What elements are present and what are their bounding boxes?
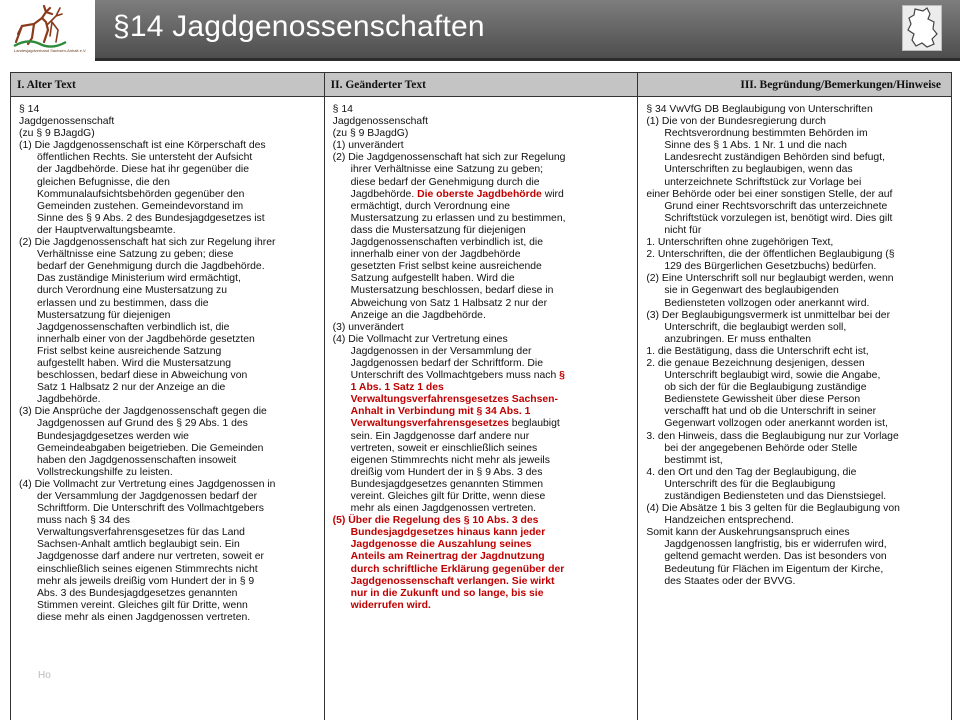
text-line	[333, 273, 632, 285]
text-line	[19, 140, 318, 152]
text-run: Jagdgenossen auf Grund des § 29 Abs. 1 des	[37, 418, 248, 430]
text-run: aufgestellt haben. Wird die Mustersatzung	[37, 357, 232, 369]
text-line	[333, 164, 632, 176]
text-run: (2) Die Jagdgenossenschaft hat sich zur Regelung ihrer	[19, 237, 276, 249]
text-run: Jagdgenossen langfristig, bis er widerrufen wird,	[664, 539, 887, 551]
text-line	[646, 104, 945, 116]
text-line	[646, 370, 945, 382]
text-line	[333, 443, 632, 455]
text-run: ob sich der für die Beglaubigung zuständige	[664, 382, 867, 394]
text-line	[19, 455, 318, 467]
text-line	[333, 201, 632, 213]
text-run: dass die Mustersatzung für diejenigen	[350, 224, 526, 236]
text-line	[333, 394, 632, 406]
text-run: Abs. 3 des Bundesjagdgesetzes genannten	[37, 587, 238, 599]
text-line	[19, 406, 318, 418]
text-line	[333, 551, 632, 563]
text-line	[646, 249, 945, 261]
text-run: Gegenwart vollzogen oder anerkannt worden ist,	[664, 418, 888, 430]
text-run: Das zuständige Ministerium wird ermächtigt,	[37, 273, 241, 285]
text-line	[333, 249, 632, 261]
text-line	[19, 576, 318, 588]
text-run: Landesrecht zuständigen Behörden sind befugt,	[664, 152, 885, 164]
text-line	[19, 479, 318, 491]
text-line	[333, 310, 632, 322]
text-run: Bedeutung für Flächen im Eigentum der Kirche,	[664, 563, 884, 575]
text-run: beschlossen, bedarf diese in Abweichung von	[37, 370, 248, 382]
text-line	[19, 382, 318, 394]
text-run: 1. die Bestätigung, dass die Unterschrift echt ist,	[646, 345, 869, 357]
text-run: haben den Jagdgenossenschaften insoweit	[37, 454, 237, 466]
text-run: Bundesjagdgesetzes werden wie	[37, 430, 189, 442]
text-run: Jagdgenossen bedarf der Schriftform. Die	[350, 357, 543, 369]
text-run: diese bedarf der Genehmigung durch die	[350, 176, 540, 188]
column-header-changed-text: II. Geänderter Text	[324, 73, 638, 97]
text-run: bedarf der Genehmigung durch die Jagdbehörde.	[37, 261, 265, 273]
text-run: Somit kann der Auskehrungsanspruch eines	[646, 527, 850, 539]
text-line	[19, 104, 318, 116]
text-line	[19, 551, 318, 563]
title-bar	[95, 0, 960, 58]
text-run: Unterschriften zu beglaubigen, wenn das	[664, 164, 853, 176]
text-line	[333, 382, 632, 394]
old-text-block	[19, 104, 318, 624]
text-run: einschließlich seines eigenen Stimmrechts nicht	[37, 563, 258, 575]
text-line	[19, 612, 318, 624]
text-run: bestimmt ist,	[664, 454, 723, 466]
highlighted-change: widerrufen wird.	[350, 599, 431, 611]
table-header-row	[11, 73, 952, 97]
changed-text-cell	[324, 97, 638, 720]
highlighted-change: §	[559, 370, 565, 382]
text-run: Unterschrift des für die Beglaubigung	[664, 478, 836, 490]
text-line	[646, 201, 945, 213]
text-run: Jagdgenossen in der Versammlung der	[350, 345, 532, 357]
text-line	[646, 551, 945, 563]
table-row	[11, 97, 952, 720]
text-line	[646, 406, 945, 418]
text-line	[19, 467, 318, 479]
text-line	[19, 285, 318, 297]
text-line	[333, 431, 632, 443]
text-line	[19, 225, 318, 237]
text-line	[333, 140, 632, 152]
text-run: geltend gemacht werden. Das ist besonders von	[664, 551, 887, 563]
text-run: Verhältnisse eine Satzung zu geben; diese	[37, 249, 234, 261]
text-line	[19, 213, 318, 225]
text-run: 129 des Bürgerlichen Gesetzbuchs) bedürfen.	[664, 261, 877, 273]
slide-header	[0, 0, 960, 62]
text-line	[646, 177, 945, 189]
text-line	[333, 189, 632, 201]
text-line	[646, 310, 945, 322]
text-line	[19, 588, 318, 600]
text-line	[646, 455, 945, 467]
text-run: ihrer Verhältnisse eine Satzung zu geben;	[350, 164, 544, 176]
text-run: Schriftstück vorzulegen ist, benötigt wird. Dies gilt	[664, 212, 893, 224]
text-line	[646, 128, 945, 140]
text-run: nicht für	[664, 224, 702, 236]
comparison-table	[10, 72, 952, 720]
text-run: sie in Gegenwart des beglaubigenden	[664, 285, 839, 297]
column-header-old-text: I. Alter Text	[11, 73, 325, 97]
text-line	[646, 225, 945, 237]
text-run: § 14	[19, 104, 40, 115]
text-run: (3) unverändert	[332, 321, 404, 333]
text-line	[646, 479, 945, 491]
text-run: Jagdbehörde.	[37, 394, 101, 406]
text-line	[333, 600, 632, 612]
text-line	[333, 177, 632, 189]
text-line	[333, 539, 632, 551]
text-run: Bediensteten vollzogen oder anerkannt wird.	[664, 297, 870, 309]
text-line	[333, 527, 632, 539]
text-run: (4) Die Vollmacht zur Vertretung eines Jagdgenossen in	[19, 478, 276, 490]
text-run: mehr als einen Jagdgenossen vertreten.	[350, 503, 537, 515]
highlighted-change: Verwaltungsverfahrensgesetzes	[350, 418, 509, 430]
text-line	[333, 515, 632, 527]
text-run: Handzeichen entsprechend.	[664, 515, 794, 527]
highlighted-change: Jagdgenossenschaft verlangen. Sie wirkt	[350, 575, 555, 587]
text-line	[646, 189, 945, 201]
text-line	[646, 358, 945, 370]
text-run: Schriftform. Die Unterschrift des Vollmachtgebers	[37, 503, 264, 515]
text-line	[333, 418, 632, 430]
text-line	[646, 431, 945, 443]
text-run: Unterschrift des Vollmachtgebers muss nach	[350, 370, 560, 382]
text-line	[19, 370, 318, 382]
text-line	[333, 104, 632, 116]
text-run: muss nach § 34 des	[37, 515, 130, 527]
text-line	[333, 322, 632, 334]
text-line	[333, 491, 632, 503]
text-line	[646, 298, 945, 310]
text-line	[333, 261, 632, 273]
text-run: Stimmen vereint. Gleiches gilt für Dritte, wenn	[37, 599, 248, 611]
text-run: eigenen Stimmrechts nicht mehr als jeweils	[350, 454, 550, 466]
text-line	[646, 443, 945, 455]
text-line	[19, 164, 318, 176]
logo-caption: Landesjagdverband Sachsen-Anhalt e.V.	[14, 48, 87, 53]
text-line	[333, 479, 632, 491]
highlighted-change: Jagdgenosse die Auszahlung seines	[350, 539, 532, 551]
text-run: innerhalb einer von der Jagdbehörde	[350, 249, 521, 261]
text-run: (2) Eine Unterschrift soll nur beglaubigt werden, wenn	[646, 273, 894, 285]
text-run: Mustersatzung zu erlassen und zu bestimmen,	[350, 212, 566, 224]
highlighted-change: (5) Über die Regelung des § 10 Abs. 3 des	[332, 515, 539, 527]
text-run: erlassen und zu bestimmen, dass die	[37, 297, 209, 309]
column-header-remarks: III. Begründung/Bemerkungen/Hinweise	[638, 73, 952, 97]
text-run: Jagdgenossenschaft	[332, 116, 428, 128]
text-run: (zu § 9 BJagdG)	[332, 128, 409, 140]
text-line	[19, 128, 318, 140]
text-run: Verwaltungsverfahrensgesetzes für das Land	[37, 527, 245, 539]
text-run: Grund einer Rechtsvorschrift das unterzeichnete	[664, 200, 888, 212]
text-run: 2. Unterschriften, die der öffentlichen Beglaubigung (§	[646, 249, 895, 261]
text-run: der Versammlung der Jagdgenossen bedarf der	[37, 491, 258, 502]
text-line	[19, 237, 318, 249]
text-run: bei der angegebenen Behörde oder Stelle	[664, 442, 858, 454]
text-run: Bundesjagdgesetzes genannten Stimmen	[350, 478, 544, 490]
text-run: § 34 VwVfG DB Beglaubigung von Unterschriften	[646, 104, 873, 115]
text-run: verschafft hat und ob die Unterschrift in seiner	[664, 406, 877, 418]
text-run: (3) Der Beglaubigungsvermerk ist unmittelbar bei der	[646, 309, 891, 321]
text-run: Satzung aufgestellt haben. Wird die	[350, 273, 515, 285]
text-line	[333, 358, 632, 370]
watermark-text: Ho	[38, 670, 51, 681]
text-line	[19, 527, 318, 539]
text-run: zuständigen Bediensteten und das Dienstsiegel.	[664, 491, 887, 502]
text-run: des Staates oder der BVVG.	[664, 575, 796, 587]
text-run: Mustersatzung beschlossen, bedarf diese in	[350, 285, 554, 297]
sachsen-anhalt-map-icon	[902, 5, 942, 51]
text-line	[646, 515, 945, 527]
text-line	[646, 116, 945, 128]
text-line	[646, 164, 945, 176]
text-run: Bedienstete Gewissheit über diese Person	[664, 394, 861, 406]
text-line	[333, 128, 632, 140]
text-line	[333, 225, 632, 237]
text-run: Unterschrift beglaubigt wird, sowie die Angabe,	[664, 370, 881, 382]
text-line	[333, 152, 632, 164]
text-run: Jagdgenossenschaften verbindlich ist, die	[350, 237, 544, 249]
text-line	[19, 564, 318, 576]
text-line	[333, 213, 632, 225]
text-run: Anzeige an die Jagdbehörde.	[350, 309, 486, 321]
text-run: dreißig vom Hundert der in § 9 Abs. 3 des	[350, 466, 543, 478]
text-line	[19, 346, 318, 358]
highlighted-change: durch schriftliche Erklärung gegenüber der	[350, 563, 565, 575]
text-line	[333, 370, 632, 382]
old-text-cell	[11, 97, 325, 720]
highlighted-change: nur in die Zukunft und so lange, bis sie	[350, 587, 544, 599]
highlighted-change: Bundesjagdgesetzes hinaus kann jeder	[350, 527, 546, 539]
text-run: durch Verordnung eine Mustersatzung zu	[37, 285, 228, 297]
text-run: (1) Die von der Bundesregierung durch	[646, 116, 826, 128]
text-run: mehr als jeweils dreißig vom Hundert der in § 9	[37, 575, 255, 587]
text-line	[646, 140, 945, 152]
text-run: 1. Unterschriften ohne zugehörigen Text,	[646, 237, 834, 249]
text-run: anzubringen. Er muss enthalten	[664, 333, 812, 345]
text-run: Sinne des § 1 Abs. 1 Nr. 1 und die nach	[664, 140, 847, 152]
text-run: der Jagdbehörde. Diese hat ihr gegenüber die	[37, 164, 250, 176]
text-line	[333, 467, 632, 479]
text-run: Mustersatzung für diejenigen	[37, 309, 171, 321]
highlighted-change: 1 Abs. 1 Satz 1 des	[350, 382, 444, 394]
text-run: Abweichung von Satz 1 Halbsatz 2 nur der	[350, 297, 548, 309]
text-line	[333, 564, 632, 576]
highlighted-change: Verwaltungsverfahrensgesetzes Sachsen-	[350, 394, 558, 406]
text-line	[646, 346, 945, 358]
text-run: § 14	[332, 104, 353, 115]
text-line	[646, 213, 945, 225]
text-run: Sachsen-Anhalt amtlich beglaubigt sein. Ein	[37, 539, 240, 551]
text-line	[646, 539, 945, 551]
text-line	[333, 346, 632, 358]
text-line	[646, 334, 945, 346]
text-run: Gemeinden zustehen. Gemeindevorstand im	[37, 200, 244, 212]
text-run: wird	[541, 188, 564, 200]
text-line	[646, 564, 945, 576]
text-run: unterzeichnete Schriftstück zur Vorlage bei	[664, 176, 862, 188]
text-run: vertreten, soweit er einschließlich seines	[350, 442, 538, 454]
text-line	[19, 298, 318, 310]
text-line	[19, 177, 318, 189]
text-run: 4. den Ort und den Tag der Beglaubigung, die	[646, 466, 857, 478]
highlighted-change: Die oberste Jagdbehörde	[417, 188, 542, 200]
text-run: (zu § 9 BJagdG)	[19, 128, 95, 140]
text-run: innerhalb einer von der Jagdbehörde gesetzten	[37, 333, 255, 345]
text-line	[646, 273, 945, 285]
text-line	[646, 576, 945, 588]
text-line	[333, 298, 632, 310]
text-line	[19, 600, 318, 612]
text-run: einer Behörde oder bei einer sonstigen Stelle, der auf	[646, 188, 893, 200]
text-line	[19, 334, 318, 346]
text-run: Jagdgenossenschaft	[19, 116, 115, 128]
text-run: (3) Die Ansprüche der Jagdgenossenschaft gegen die	[19, 406, 267, 418]
text-line	[646, 261, 945, 273]
text-run: Frist selbst keine ausreichende Satzung	[37, 345, 222, 357]
text-line	[646, 418, 945, 430]
text-line	[646, 382, 945, 394]
text-line	[646, 285, 945, 297]
text-run: Unterschrift, die beglaubigt werden soll,	[664, 321, 847, 333]
text-line	[333, 334, 632, 346]
text-run: der Hauptverwaltungsbeamte.	[37, 224, 176, 236]
text-line	[19, 261, 318, 273]
text-run: Kommunalaufsichtsbehörden gegenüber den	[37, 188, 245, 200]
text-run: sein. Ein Jagdgenosse darf andere nur	[350, 430, 530, 442]
text-line	[19, 249, 318, 261]
text-line	[646, 322, 945, 334]
text-line	[646, 467, 945, 479]
text-run: 3. den Hinweis, dass die Beglaubigung nur zur Vorlage	[646, 430, 899, 442]
text-line	[333, 285, 632, 297]
text-line	[19, 394, 318, 406]
text-line	[19, 418, 318, 430]
remarks-cell	[638, 97, 952, 720]
text-run: (1) unverändert	[332, 140, 404, 152]
text-line	[19, 503, 318, 515]
text-line	[333, 116, 632, 128]
text-line	[333, 588, 632, 600]
text-run: (2) Die Jagdgenossenschaft hat sich zur Regelung	[332, 152, 566, 164]
text-run: (4) Die Vollmacht zur Vertretung eines	[332, 333, 508, 345]
text-run: Jagdgenosse darf andere nur vertreten, soweit er	[37, 551, 264, 563]
highlighted-change: Anhalt in Verbindung mit § 34 Abs. 1	[350, 406, 531, 418]
text-run: (1) Die Jagdgenossenschaft ist eine Körperschaft des	[19, 140, 266, 152]
text-line	[19, 358, 318, 370]
text-line	[646, 491, 945, 503]
text-run: diese mehr als einen Jagdgenossen vertreten.	[37, 611, 251, 623]
text-line	[333, 237, 632, 249]
text-line	[646, 237, 945, 249]
text-line	[19, 443, 318, 455]
text-line	[19, 515, 318, 527]
text-run: Sinne des § 9 Abs. 2 des Bundesjagdgesetzes ist	[37, 212, 265, 224]
text-run: Gemeindeabgaben beigetrieben. Die Gemeinden	[37, 442, 264, 454]
text-line	[19, 491, 318, 503]
header-divider	[95, 58, 960, 61]
text-line	[19, 322, 318, 334]
text-line	[333, 576, 632, 588]
text-run: Vollstreckungshilfe zu leisten.	[37, 466, 173, 478]
text-line	[19, 431, 318, 443]
text-run: beglaubigt	[508, 418, 560, 430]
text-run: 2. die genaue Bezeichnung desjenigen, dessen	[646, 357, 865, 369]
remarks-block	[646, 104, 945, 588]
text-line	[19, 189, 318, 201]
text-run: (4) Die Absätze 1 bis 3 gelten für die Beglaubigung von	[646, 503, 900, 515]
text-run: Jagdgenossenschaften verbindlich ist, die	[37, 321, 230, 333]
text-line	[19, 152, 318, 164]
text-run: Satz 1 Halbsatz 2 nur der Anzeige an die	[37, 382, 226, 394]
text-line	[646, 527, 945, 539]
text-run: Rechtsverordnung bestimmten Behörden im	[664, 128, 868, 140]
text-line	[19, 539, 318, 551]
text-run: Jagdbehörde.	[350, 188, 418, 200]
page-title: §14 Jagdgenossenschaften	[113, 10, 485, 43]
text-run: vereint. Gleiches gilt für Dritte, wenn diese	[350, 491, 546, 502]
text-run: gleichen Befugnisse, die den	[37, 176, 170, 188]
text-line	[333, 406, 632, 418]
text-run: gesetzten Frist selbst keine ausreichende	[350, 261, 542, 273]
text-line	[19, 310, 318, 322]
text-line	[19, 273, 318, 285]
highlighted-change: Anteils am Reinertrag der Jagdnutzung	[350, 551, 545, 563]
text-line	[646, 503, 945, 515]
text-line	[19, 116, 318, 128]
text-line	[646, 152, 945, 164]
text-line	[19, 201, 318, 213]
changed-text-block	[333, 104, 632, 612]
text-run: öffentlichen Rechts. Sie untersteht der Aufsicht	[37, 152, 253, 164]
text-run: ermächtigt, durch Verordnung eine	[350, 200, 511, 212]
text-line	[333, 455, 632, 467]
text-line	[333, 503, 632, 515]
text-line	[646, 394, 945, 406]
